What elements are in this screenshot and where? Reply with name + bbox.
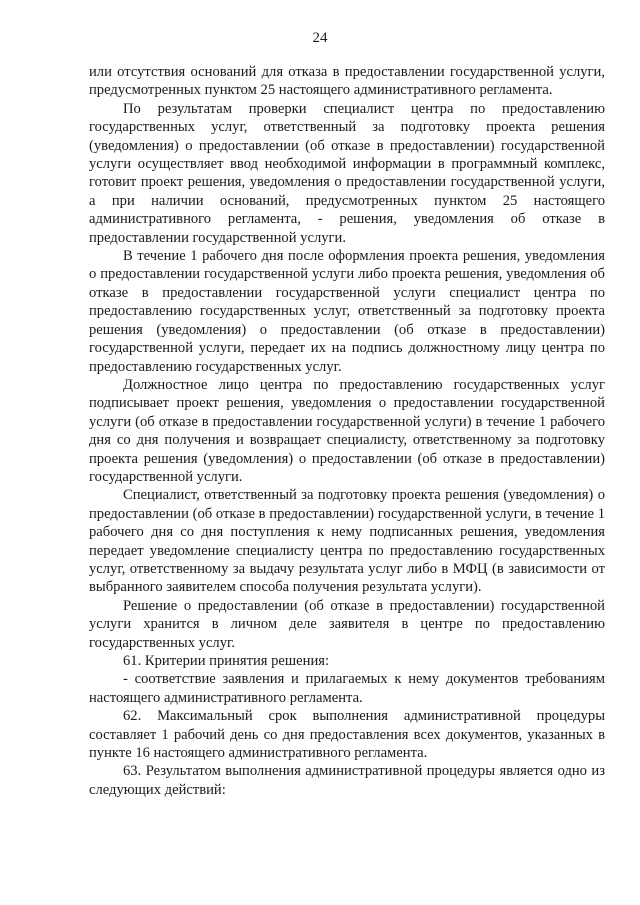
paragraph: Должностное лицо центра по предоставлению государственных услуг подписывает проект решения, уведомления о предоставлении государственной услуги (об отказе в предоставлении государственной услуги) в течение 1 рабочего дня со дня получения и возвращает специалисту, ответственному за подготовку проекта решения (уведомления) о предоставлении (об отказе в предоставлении) государственной услуги. xyxy=(89,376,605,485)
document-body xyxy=(89,63,605,799)
paragraph: 62. Максимальный срок выполнения административной процедуры составляет 1 рабочий день со дня предоставления всех документов, указанных в пункте 16 настоящего административного регламента. xyxy=(89,708,605,762)
list-item-criteria-heading: 61. Критерии принятия решения: xyxy=(123,653,330,669)
page-number: 24 xyxy=(312,30,328,46)
paragraph: 63. Результатом выполнения административной процедуры является одно из следующих действий: xyxy=(89,763,605,798)
list-item-criterion: - соответствие заявления и прилагаемых к нему документов требованиям настоящего административного регламента. xyxy=(89,671,605,706)
paragraph: или отсутствия оснований для отказа в предоставлении государственной услуги, предусмотренных пунктом 25 настоящего административного регламента. xyxy=(89,64,605,99)
paragraph: По результатам проверки специалист центра по предоставлению государственных услуг, ответственный за подготовку проекта решения (уведомления) о предоставлении (об отказе в предоставлении) государственной услуги осуществляет ввод необходимой информации в программный комплекс, готовит проект решения, уведомления о предоставлении государственной услуги, а при наличии оснований, предусмотренных пунктом 25 настоящего административного регламента, - решения, уведомления об отказе в предоставлении государственной услуги. xyxy=(89,100,605,246)
paragraph: Решение о предоставлении (об отказе в предоставлении) государственной услуги хранится в личном деле заявителя в центре по предоставлению государственных услуг. xyxy=(89,597,605,651)
paragraph: Специалист, ответственный за подготовку проекта решения (уведомления) о предоставлении (об отказе в предоставлении) государственной услуги, в течение 1 рабочего дня со дня поступления к нему подписанных решения, уведомления передает уведомление специалисту центра по предоставлению государственных услуг, ответственному за выдачу результата услуг либо в МФЦ (в зависимости от выбранного заявителем способа получения результата услуги). xyxy=(89,487,605,596)
paragraph: В течение 1 рабочего дня после оформления проекта решения, уведомления о предоставлении государственной услуги либо проекта решения, уведомления об отказе в предоставлении государственной услуги специалист центра по предоставлению государственных услуг, ответственный за подготовку проекта решения (уведомления) о предоставлении (об отказе в предоставлении) государственной услуги, передает их на подпись должностному лицу центра по предоставлению государственных услуг. xyxy=(89,248,605,375)
